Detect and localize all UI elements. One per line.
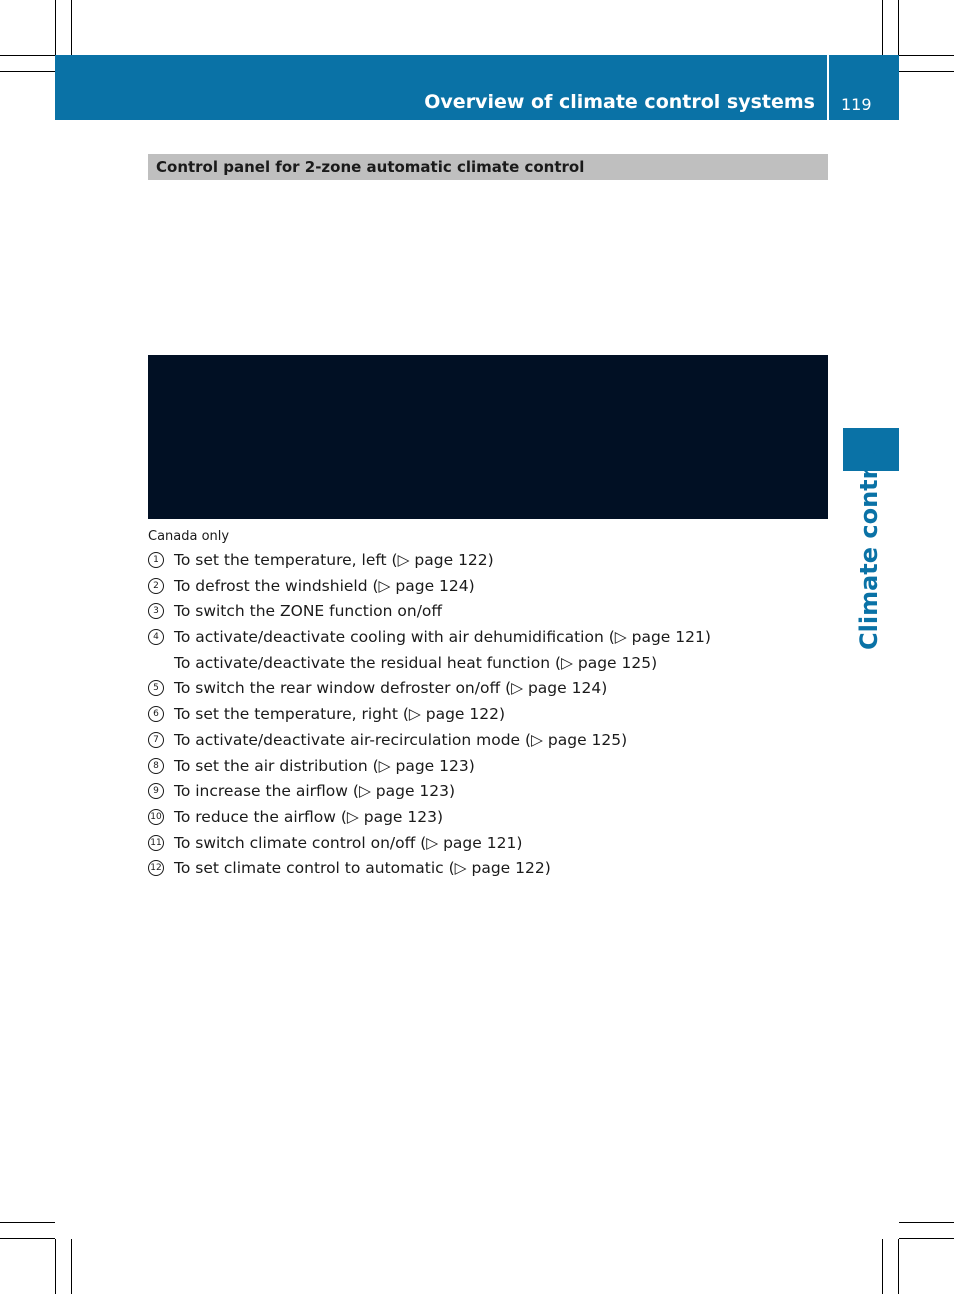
legend-number-badge: 11 bbox=[148, 835, 164, 851]
legend-text: To increase the airflow (▷ page 123) bbox=[174, 782, 456, 801]
legend-text: To set the temperature, right (▷ page 122) bbox=[174, 705, 506, 724]
legend-number-badge: 10 bbox=[148, 809, 164, 825]
legend-item bbox=[148, 780, 828, 806]
legend-number-badge: 2 bbox=[148, 578, 164, 594]
crop-mark bbox=[0, 1238, 55, 1239]
legend-text: To switch the rear window defroster on/off (▷ page 124) bbox=[174, 679, 608, 698]
legend-number-badge: 1 bbox=[148, 552, 164, 568]
legend-number-badge: 3 bbox=[148, 603, 164, 619]
legend-text: To activate/deactivate air-recirculation mode (▷ page 125) bbox=[174, 730, 628, 749]
crop-mark bbox=[899, 71, 954, 72]
crop-mark bbox=[882, 0, 883, 55]
legend-item bbox=[148, 755, 828, 781]
legend-text: To set the temperature, left (▷ page 122) bbox=[174, 551, 494, 569]
page-number-box bbox=[829, 55, 899, 120]
legend-number-badge: 7 bbox=[148, 732, 164, 748]
legend-text: To activate/deactivate the residual heat function (▷ page 125) bbox=[174, 653, 658, 672]
crop-mark bbox=[899, 1222, 954, 1223]
section-heading-bar bbox=[148, 154, 828, 180]
legend-text: To set the air distribution (▷ page 123) bbox=[174, 756, 475, 775]
side-tab-label: Climate control bbox=[855, 442, 883, 650]
legend-item bbox=[148, 832, 828, 858]
legend-item bbox=[148, 729, 828, 755]
legend-list bbox=[148, 549, 828, 883]
legend-number-badge: 5 bbox=[148, 680, 164, 696]
legend-item bbox=[148, 857, 828, 883]
section-title: Control panel for 2-zone automatic climate control bbox=[156, 158, 585, 176]
control-panel-image bbox=[148, 355, 828, 519]
crop-mark bbox=[71, 0, 72, 55]
legend-item bbox=[148, 652, 828, 678]
legend-item bbox=[148, 703, 828, 729]
crop-mark bbox=[898, 0, 899, 55]
crop-mark bbox=[899, 1238, 954, 1239]
crop-mark bbox=[0, 1222, 55, 1223]
crop-mark bbox=[898, 1239, 899, 1294]
legend-number-badge: 9 bbox=[148, 783, 164, 799]
legend-item bbox=[148, 626, 828, 652]
legend-number-badge: 12 bbox=[148, 860, 164, 876]
legend-text: To switch the ZONE function on/off bbox=[174, 602, 443, 621]
legend-item bbox=[148, 806, 828, 832]
legend-item bbox=[148, 575, 828, 601]
page-number: 119 bbox=[841, 95, 872, 114]
crop-mark bbox=[882, 1239, 883, 1294]
crop-mark bbox=[55, 0, 56, 55]
crop-mark bbox=[0, 55, 55, 56]
crop-mark bbox=[0, 71, 55, 72]
legend-item bbox=[148, 677, 828, 703]
legend-number-badge: 4 bbox=[148, 629, 164, 645]
legend-text: To reduce the airflow (▷ page 123) bbox=[174, 807, 444, 826]
page-title: Overview of climate control systems bbox=[424, 91, 815, 113]
legend-number-badge: 8 bbox=[148, 758, 164, 774]
crop-mark bbox=[55, 1239, 56, 1294]
crop-mark bbox=[899, 55, 954, 56]
legend-item bbox=[148, 600, 828, 626]
legend-text: To switch climate control on/off (▷ page 121) bbox=[174, 833, 523, 852]
crop-mark bbox=[71, 1239, 72, 1294]
legend-text: To activate/deactivate cooling with air dehumidification (▷ page 121) bbox=[174, 628, 711, 647]
header-bar bbox=[55, 55, 827, 120]
legend-text: To defrost the windshield (▷ page 124) bbox=[174, 576, 475, 595]
legend-item bbox=[148, 549, 828, 575]
legend-number-badge: 6 bbox=[148, 706, 164, 722]
figure-caption: Canada only bbox=[148, 529, 230, 544]
legend-text: To set climate control to automatic (▷ page 122) bbox=[174, 859, 551, 878]
